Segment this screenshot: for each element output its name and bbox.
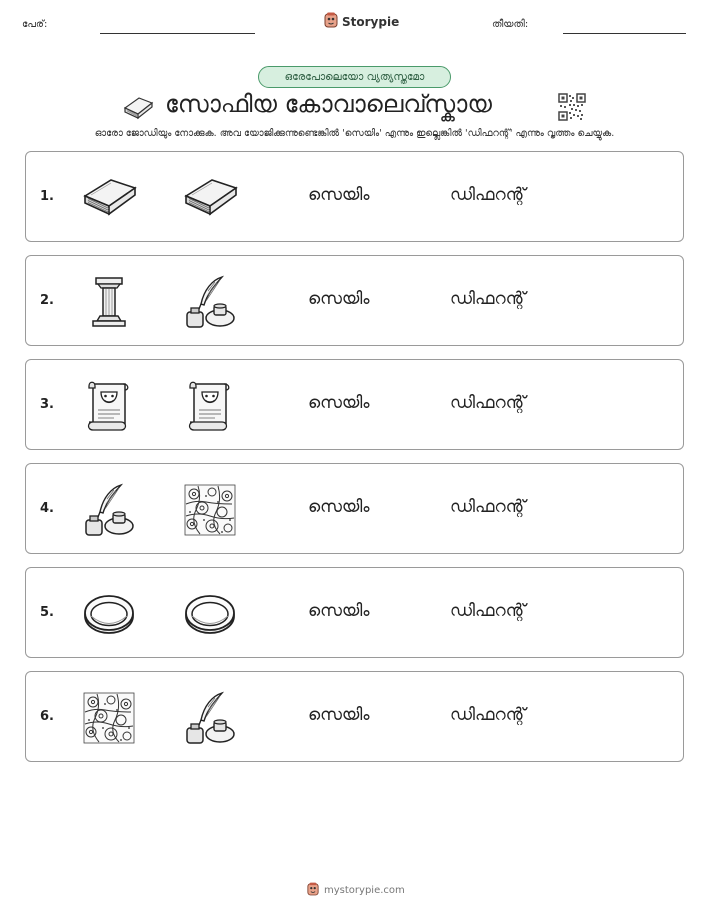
different-option[interactable]: ഡിഫറന്റ് [450,601,526,621]
date-label: തീയതി: [492,19,529,30]
exercise-row [25,359,684,450]
page-title: സോഫിയ കോവാലെവ്സ്കായ [165,90,492,118]
brand-logo [324,12,399,32]
different-option[interactable]: ഡിഫറന്റ് [450,185,526,205]
name-field[interactable] [100,33,255,34]
exercise-row [25,151,684,242]
storypie-mascot-icon [307,881,319,900]
exercise-row [25,671,684,762]
same-option[interactable]: സെയിം [308,497,370,517]
ring-icon [182,586,238,642]
storypie-mascot-icon [324,12,338,32]
same-option[interactable]: സെയിം [308,393,370,413]
row-number: 2. [40,293,54,308]
row-number: 6. [40,709,54,724]
book-icon [182,170,238,226]
row-number: 1. [40,189,54,204]
title-area [0,90,709,124]
footer-url: mystorypie.com [324,885,405,896]
category-badge: ഒരേപോലെയോ വ്യത്യസ്തമോ [258,66,451,88]
same-option[interactable]: സെയിം [308,705,370,725]
same-option[interactable]: സെയിം [308,289,370,309]
qr-code-icon [558,93,586,125]
ring-icon [81,586,137,642]
footer [307,881,405,900]
row-number: 3. [40,397,54,412]
different-option[interactable]: ഡിഫറന്റ് [450,393,526,413]
quill-inkwell-icon [81,482,137,538]
same-option[interactable]: സെയിം [308,185,370,205]
pedestal-icon [81,274,137,330]
different-option[interactable]: ഡിഫറന്റ് [450,705,526,725]
different-option[interactable]: ഡിഫറന്റ് [450,289,526,309]
different-option[interactable]: ഡിഫറന്റ് [450,497,526,517]
instructions-text: ഓരോ ജോഡിയും നോക്കുക. അവ യോജിക്കുന്നുണ്ടെങ്കിൽ 'സെയിം' എന്നും ഇല്ലെങ്കിൽ 'ഡിഫറന്റ്' എന്നും വൃത്തം ചെയ്യുക. [94,128,615,139]
date-field[interactable] [563,33,686,34]
same-option[interactable]: സെയിം [308,601,370,621]
theatre-scroll-icon [182,378,238,434]
floral-pattern-icon [182,482,238,538]
exercise-row [25,463,684,554]
book-icon [81,170,137,226]
exercise-row [25,567,684,658]
row-number: 4. [40,501,54,516]
floral-pattern-icon [81,690,137,746]
brand-name: Storypie [342,15,400,29]
quill-inkwell-icon [182,690,238,746]
name-label: പേര്: [22,19,48,30]
exercise-row [25,255,684,346]
theatre-scroll-icon [81,378,137,434]
row-number: 5. [40,605,54,620]
quill-inkwell-icon [182,274,238,330]
book-icon [122,94,154,124]
